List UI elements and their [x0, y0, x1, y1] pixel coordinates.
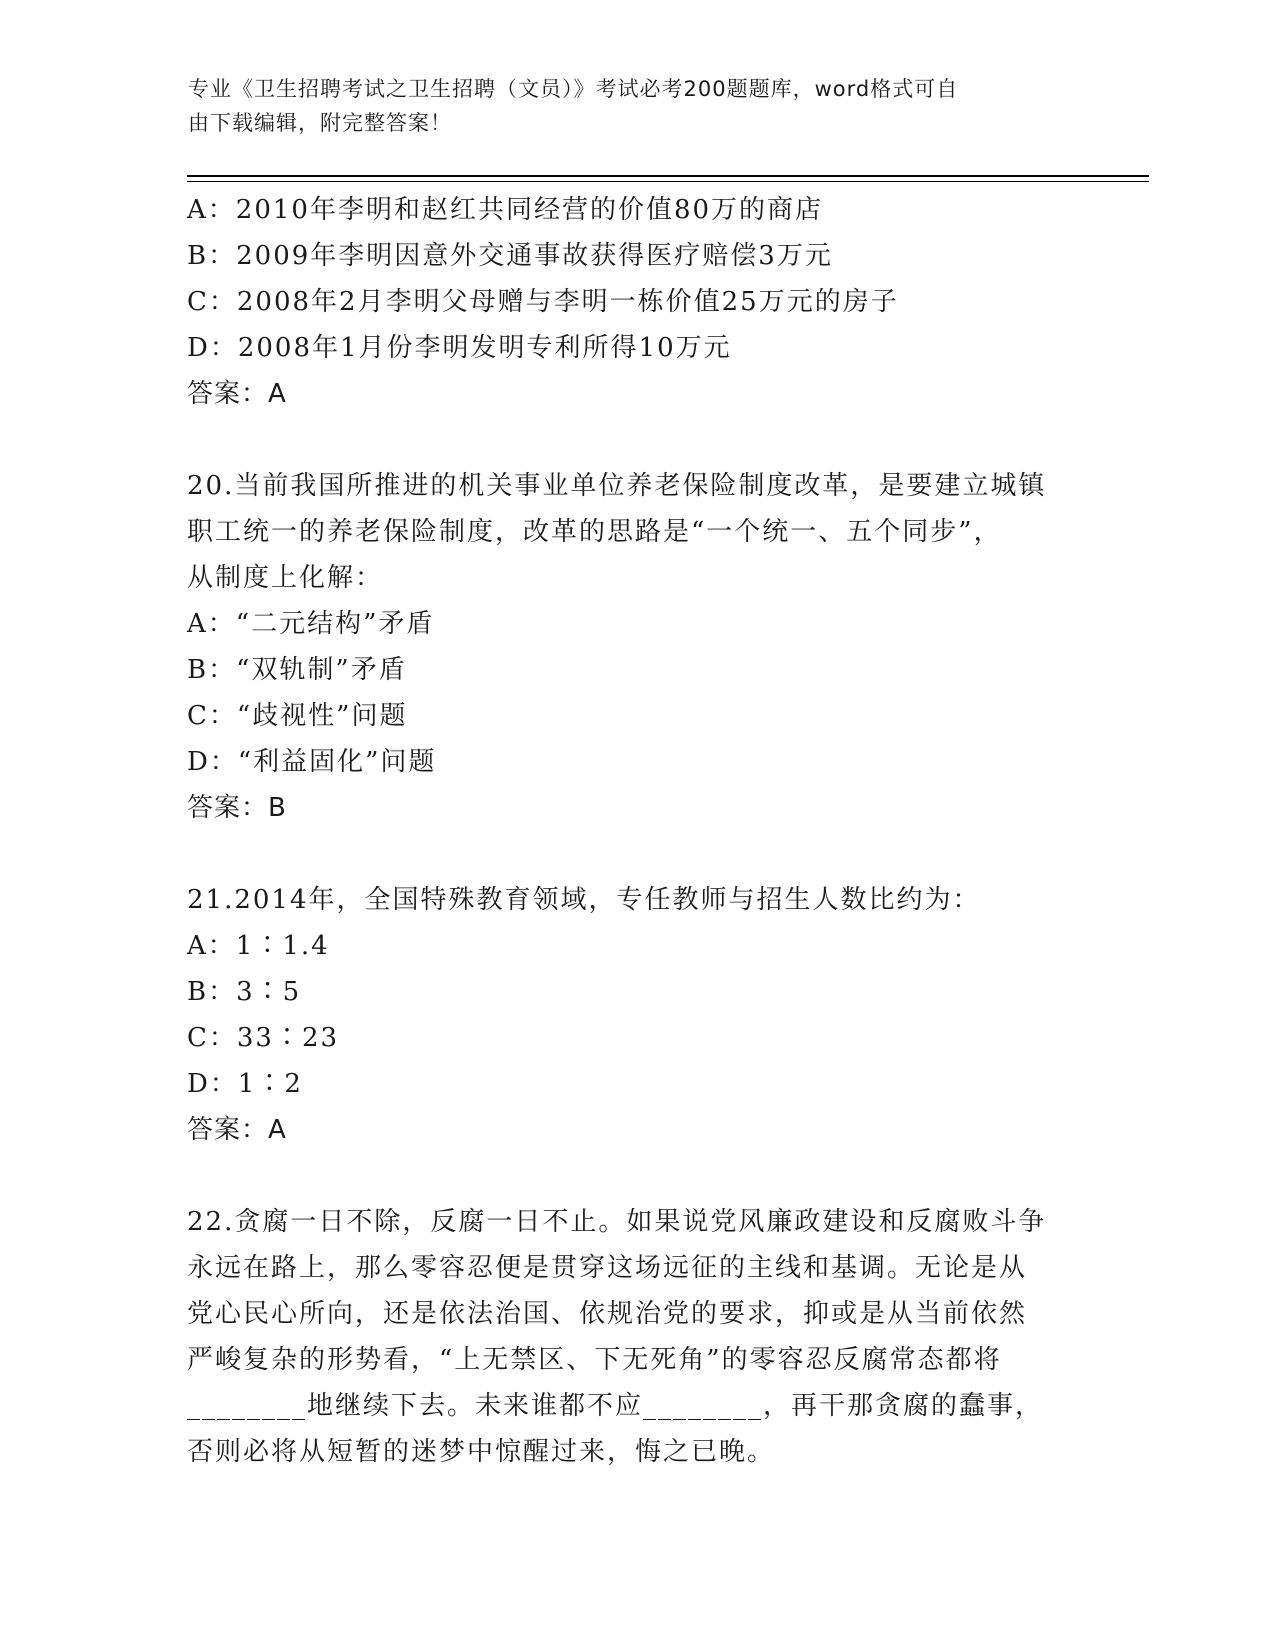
question-text-line: 党心民心所向，还是依法治国、依规治党的要求，抑或是从当前依然 [187, 1299, 1028, 1329]
option-b: B：3∶5 [187, 977, 302, 1007]
option-c: C：“歧视性”问题 [187, 701, 408, 731]
question-text-line: 严峻复杂的形势看，“上无禁区、下无死角”的零容忍反腐常态都将 [187, 1345, 1002, 1375]
header-rule-thick [187, 175, 1149, 177]
option-a: A：“二元结构”矛盾 [187, 609, 435, 639]
document-body [187, 187, 1087, 1475]
option-d: D：1∶2 [187, 1069, 303, 1099]
question-text-line: 20.当前我国所推进的机关事业单位养老保险制度改革，是要建立城镇 [187, 471, 1047, 501]
question-text-line: 职工统一的养老保险制度，改革的思路是“一个统一、五个同步”， [187, 517, 1002, 547]
header-line-1: 专业《卫生招聘考试之卫生招聘（文员）》考试必考200题题库，word格式可自 [188, 77, 959, 101]
option-d: D：2008年1月份李明发明专利所得10万元 [187, 333, 732, 363]
header-line-2: 由下载编辑，附完整答案！ [188, 111, 452, 135]
option-c: C：33∶23 [187, 1023, 340, 1053]
question-text-line: 从制度上化解： [187, 563, 384, 593]
answer: 答案：B [187, 793, 287, 823]
option-b: B：“双轨制”矛盾 [187, 655, 407, 685]
option-a: A：2010年李明和赵红共同经营的价值80万的商店 [187, 195, 824, 225]
question-text-line: 永远在路上，那么零容忍便是贯穿这场远征的主线和基调。无论是从 [187, 1253, 1028, 1283]
answer: 答案：A [187, 1115, 287, 1145]
question-text-line: 21.2014年，全国特殊教育领域，专任教师与招生人数比约为： [187, 885, 981, 915]
question-20 [187, 463, 1087, 831]
option-d: D：“利益固化”问题 [187, 747, 437, 777]
spacer [187, 831, 1087, 877]
header-rule-thin [187, 181, 1149, 182]
question-19-options [187, 187, 1087, 417]
option-c: C：2008年2月李明父母赠与李明一栋价值25万元的房子 [187, 287, 899, 317]
question-text-line: 22.贪腐一日不除，反腐一日不止。如果说党风廉政建设和反腐败斗争 [187, 1207, 1047, 1237]
question-text-line: ________地继续下去。未来谁都不应________，再干那贪腐的蠢事， [187, 1391, 1044, 1421]
option-b: B：2009年李明因意外交通事故获得医疗赔偿3万元 [187, 241, 833, 271]
question-21 [187, 877, 1087, 1153]
question-text-line: 否则必将从短暂的迷梦中惊醒过来，悔之已晚。 [187, 1437, 776, 1467]
answer: 答案：A [187, 379, 287, 409]
option-a: A：1∶1.4 [187, 931, 330, 961]
document-header [188, 72, 1068, 140]
spacer [187, 1153, 1087, 1199]
spacer [187, 417, 1087, 463]
question-22 [187, 1199, 1087, 1475]
